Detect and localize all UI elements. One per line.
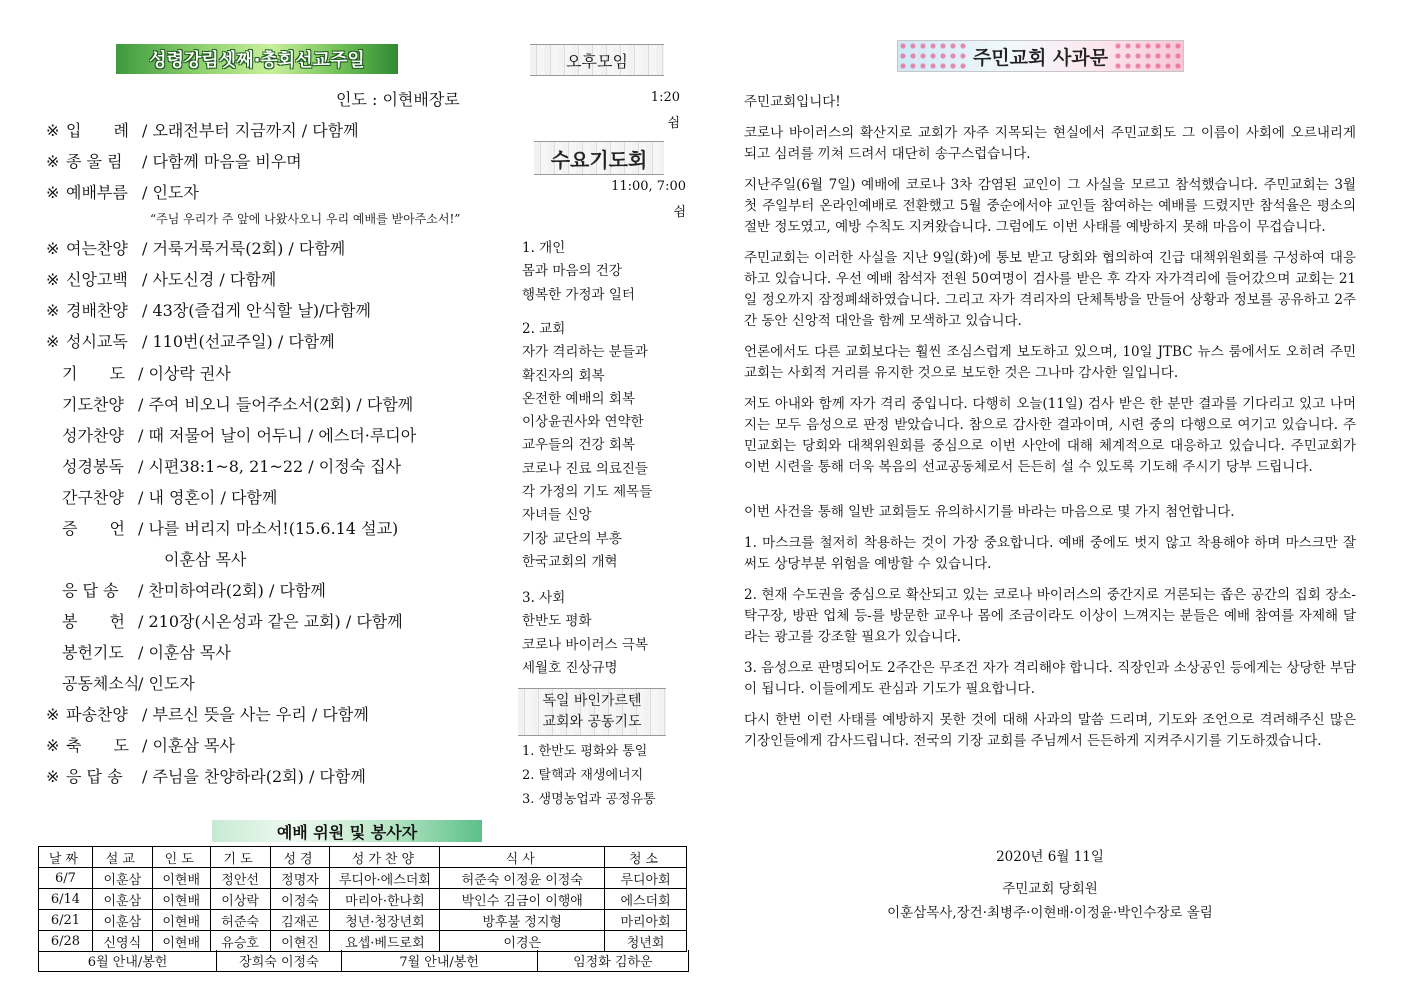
order-content: / 때 저물어 날이 어두니 / 에스더·루디아: [138, 426, 417, 445]
call-to-worship-note: “주님 우리가 주 앞에 나왔사오니 우리 예배를 받아주소서!”: [150, 212, 461, 226]
apology-org: 주민교회 당회원: [1002, 881, 1098, 897]
required-star: ※: [46, 705, 60, 724]
cell: 이현배: [152, 931, 210, 952]
banner-line: 교회와 공동기도: [542, 714, 642, 730]
cell: 정명자: [270, 868, 330, 889]
cell: 정안선: [210, 868, 270, 889]
cell: 이상락: [210, 889, 270, 910]
june-offering-names: 장희숙 이정숙: [217, 950, 341, 971]
order-label: 기 도: [62, 364, 125, 383]
worship-order-item: [42, 454, 401, 477]
order-content: / 주님을 찬양하라(2회) / 다함께: [142, 767, 366, 786]
apology-paragraph: 저도 아내와 함께 자가 격리 중입니다. 다행히 오늘(11일) 검사 받은 한 분만 결과를 기다리고 있고 나머지는 모두 음성으로 판정 받았습니다. 참으로 감사한 결과이며, 시련 중의 다행으로 여기고 있습니다. 주민교회는 당회와 대책위원회를 중심으로 이번 사안에 대해 체계적으로 대응하고 있습니다. 주민교회가 이번 시련을 통해 더욱 복음의 선교공동체로서 든든히 설 수 있도록 기도해 주시기 당부 드립니다.: [744, 396, 1356, 475]
apology-point: 3. 음성으로 판명되어도 2주간은 무조건 자가 격리해야 합니다. 직장인과 소상공인 등에게는 상당한 부담이 됩니다. 이들에게도 관심과 기도가 필요합니다.: [744, 660, 1356, 697]
order-label: 봉 헌: [62, 612, 125, 631]
worship-order-item: [46, 764, 366, 787]
order-label: 파송찬양: [66, 705, 128, 724]
worship-order-item: [68, 547, 246, 570]
order-content: / 부르신 뜻을 사는 우리 / 다함께: [142, 705, 369, 724]
worship-order-item: [42, 485, 277, 508]
worship-order-item: [46, 329, 335, 352]
worship-order-item: [42, 578, 326, 601]
cell: 이경은: [440, 931, 605, 952]
afternoon-time: 1:20: [650, 90, 680, 105]
wednesday-status: 쉼: [673, 205, 686, 220]
cell: 이현배: [152, 910, 210, 931]
apology-point: 2. 현재 수도권을 중심으로 확산되고 있는 코로나 바이러스의 중간지로 거론되는 좁은 공간의 집회 장소-탁구장, 방판 업체 등-를 방문한 교우나 몸에 조금이라도 이상이 느껴지는 분들은 예배 참여를 자제해 달라는 광고를 강조할 필요가 있습니다.: [744, 587, 1356, 645]
apology-intro: 이번 사건을 통해 일반 교회들도 유의하시기를 바라는 마음으로 몇 가지 첨언합니다.: [744, 504, 1235, 520]
offering-duty-row: [38, 950, 689, 972]
required-star: ※: [46, 301, 60, 320]
worship-order-item: [42, 392, 413, 415]
worship-order-item: [46, 118, 359, 141]
cell: 마리아회: [605, 910, 687, 931]
prayer-item: 온전한 예배의 회복: [522, 390, 635, 407]
cell: 허준숙 이정윤 이정숙: [440, 868, 605, 889]
banner-line: 독일 바인가르텐: [542, 693, 642, 709]
prayer-item: 한반도 평화: [522, 613, 592, 630]
cell: 김재곤: [270, 910, 330, 931]
cell: 이훈삼: [92, 868, 152, 889]
order-content: / 나를 버리지 마소서!(15.6.14 설교): [138, 519, 399, 538]
required-star: ※: [46, 239, 60, 258]
decor-dots: [898, 41, 968, 71]
header-sermon: 설교: [92, 847, 152, 868]
header-cleaning: 청소: [605, 847, 687, 868]
order-label: 입 례: [66, 121, 129, 140]
prayer-item: 자녀들 신앙: [522, 507, 592, 524]
order-content: / 찬미하여라(2회) / 다함께: [138, 581, 326, 600]
header-scripture: 성경: [270, 847, 330, 868]
worship-order-item: [46, 733, 235, 756]
cell: 이현배: [152, 889, 210, 910]
header-choir: 성가찬양: [330, 847, 440, 868]
cell: 이훈삼: [92, 910, 152, 931]
cell: 허준숙: [210, 910, 270, 931]
order-label: 간구찬양: [62, 488, 124, 507]
cell: 에스더회: [605, 889, 687, 910]
worship-order-item: [42, 516, 398, 539]
order-content: / 다함께 마음을 비우며: [142, 152, 302, 171]
apology-title: 주민교회 사과문: [972, 46, 1109, 69]
cell: 6/28: [39, 931, 93, 952]
july-offering-label: 7월 안내/봉헌: [342, 950, 538, 971]
order-content: / 이상락 권사: [138, 364, 231, 383]
cell: 방후불 정지형: [440, 910, 605, 931]
cell: 루디아회: [605, 868, 687, 889]
cell: 요셉·베드로회: [330, 931, 440, 952]
order-content: / 이훈삼 목사: [142, 736, 235, 755]
order-content: 이훈삼 목사: [164, 550, 247, 569]
prayer-item: 세월호 진상규명: [522, 659, 618, 676]
prayer-item: 몸과 마음의 건강: [522, 263, 622, 280]
prayer-item: 3. 사회: [522, 590, 566, 606]
header-date: 날짜: [39, 847, 93, 868]
afternoon-status: 쉼: [667, 116, 680, 131]
order-content: / 거룩거룩거룩(2회) / 다함께: [142, 239, 346, 258]
worship-order-item: [46, 236, 345, 259]
order-label: 축 도: [66, 736, 129, 755]
cell: 신영식: [92, 931, 152, 952]
apology-paragraph: 코로나 바이러스의 확산지로 교회가 자주 지목되는 현실에서 주민교회도 그 이름이 사회에 오르내리게 되고 심려를 끼쳐 드려서 대단히 송구스럽습니다.: [744, 125, 1356, 162]
worship-order-item: [46, 267, 276, 290]
apology-banner: [897, 40, 1184, 72]
table-row: [39, 889, 687, 910]
required-star: ※: [46, 121, 60, 140]
order-content: / 내 영혼이 / 다함께: [138, 488, 278, 507]
staff-table: [38, 846, 687, 952]
cell: 이현진: [270, 931, 330, 952]
table-row: [39, 931, 687, 952]
worship-order-item: [42, 609, 403, 632]
order-label: 종 울 림: [66, 152, 123, 171]
order-label: 응 답 송: [62, 581, 119, 600]
order-content: / 인도자: [138, 674, 195, 693]
order-label: 성시교독: [66, 332, 128, 351]
order-label: 신앙고백: [66, 270, 128, 289]
cell: 루디아·에스더회: [330, 868, 440, 889]
prayer-item: 기장 교단의 부흥: [522, 530, 622, 547]
worship-order-item: [46, 180, 199, 203]
cell: 6/21: [39, 910, 93, 931]
service-leader: 인도 : 이현배장로: [336, 90, 460, 109]
order-content: / 시편38:1~8, 21~22 / 이정숙 집사: [138, 457, 402, 476]
prayer-item: 자가 격리하는 분들과: [522, 344, 648, 361]
worship-order-item: [42, 361, 231, 384]
apology-paragraph: 지난주일(6월 7일) 예배에 코로나 3차 감염된 교인이 그 사실을 모르고 참석했습니다. 주민교회는 3월 첫 주일부터 온라인예배로 전환했고 5월 중순에서야 교인들 참여하는 예배를 드렸지만 참석율은 평소의 절반 정도였고, 예방 수칙도 지켜왔습니다. 그럼에도 이번 사태를 예방하지 못해 마음이 무겁습니다.: [744, 177, 1356, 235]
prayer-item: 1. 개인: [522, 240, 566, 256]
order-content: / 인도자: [142, 183, 199, 202]
apology-paragraph: 언론에서도 다른 교회보다는 훨씬 조심스럽게 보도하고 있으며, 10일 JTBC 뉴스 룸에서도 오히려 주민교회는 사회적 거리를 유지한 것으로 보도한 것은 그나마 감사한 일입니다.: [744, 344, 1356, 381]
prayer-society: [522, 587, 648, 680]
apology-body: [744, 92, 1356, 762]
worship-order-item: [42, 423, 416, 446]
worship-order-item: [46, 298, 371, 321]
prayer-item: 이상윤권사와 연약한: [522, 414, 644, 431]
prayer-item: 확진자의 회복: [522, 367, 605, 384]
prayer-church: [522, 318, 652, 574]
required-star: ※: [46, 736, 60, 755]
june-offering-label: 6월 안내/봉헌: [39, 950, 217, 971]
prayer-item: 각 가정의 기도 제목들: [522, 484, 653, 501]
july-offering-names: 임정화 김하운: [573, 955, 653, 970]
required-star: ※: [46, 183, 60, 202]
header-prayer: 기도: [210, 847, 270, 868]
weingarten-joint-prayer-banner: [518, 688, 666, 736]
service-title-banner: 성령강림셋째·총회선교주일: [116, 44, 398, 74]
required-star: ※: [46, 332, 60, 351]
apology-closing: 다시 한번 이런 사태를 예방하지 못한 것에 대해 사과의 말씀 드리며, 기도와 조언으로 격려해주신 많은 기장인들에게 감사드립니다. 전국의 기장 교회를 주님께서 든든하게 지켜주시기를 기도하겠습니다.: [744, 712, 1356, 749]
apology-date: 2020년 6월 11일: [996, 849, 1104, 865]
order-label: 여는찬양: [66, 239, 128, 258]
order-label: 경배찬양: [66, 301, 128, 320]
worship-order-item: [46, 702, 369, 725]
order-label: 성경봉독: [62, 457, 124, 476]
order-label: 증 언: [62, 519, 125, 538]
prayer-item: 2. 교회: [522, 321, 566, 337]
order-label: 예배부름: [66, 183, 128, 202]
worship-order-item: [42, 671, 195, 694]
prayer-item: 1. 한반도 평화와 통일: [522, 744, 648, 759]
required-star: ※: [46, 270, 60, 289]
prayer-item: 코로나 진료 의료진들: [522, 460, 648, 477]
cell: 이현배: [152, 868, 210, 889]
prayer-item: 행복한 가정과 일터: [522, 286, 635, 303]
staff-banner: 예배 위원 및 봉사자: [212, 820, 482, 842]
decor-dots: [1113, 41, 1183, 71]
order-label: 성가찬양: [62, 426, 124, 445]
prayer-item: 2. 탈핵과 재생에너지: [522, 768, 644, 783]
prayer-item: 코로나 바이러스 극복: [522, 636, 648, 653]
cell: 이정숙: [270, 889, 330, 910]
cell: 박인수 김금이 이행애: [440, 889, 605, 910]
order-content: / 오래전부터 지금까지 / 다함께: [142, 121, 359, 140]
wednesday-prayer-banner: 수요기도회: [534, 141, 664, 175]
order-label: 공동체소식: [62, 674, 140, 693]
table-row: [39, 910, 687, 931]
cell: 6/14: [39, 889, 93, 910]
prayer-item: 교우들의 건강 회복: [522, 437, 635, 454]
order-content: / 사도신경 / 다함께: [142, 270, 277, 289]
order-label: 응 답 송: [66, 767, 123, 786]
apology-point: 1. 마스크를 철저히 착용하는 것이 가장 중요합니다. 예배 중에도 벗지 않고 착용해야 하며 마스크만 잘 써도 상당부분 위험을 예방할 수 있습니다.: [744, 535, 1356, 572]
required-star: ※: [46, 767, 60, 786]
table-row: [39, 868, 687, 889]
order-label: 기도찬양: [62, 395, 124, 414]
cell: 유승호: [210, 931, 270, 952]
table-header-row: [39, 847, 687, 868]
worship-order-item: [42, 640, 231, 663]
prayer-item: 한국교회의 개혁: [522, 553, 618, 570]
order-content: / 210장(시온성과 같은 교회) / 다함께: [138, 612, 403, 631]
prayer-item: 3. 생명농업과 공정유통: [522, 792, 656, 807]
worship-order-item: [46, 149, 302, 172]
order-content: / 이훈삼 목사: [138, 643, 231, 662]
cell: 청년회: [605, 931, 687, 952]
order-label: 봉헌기도: [62, 643, 124, 662]
header-lead: 인도: [152, 847, 210, 868]
order-content: / 주여 비오니 들어주소서(2회) / 다함께: [138, 395, 414, 414]
afternoon-meeting-banner: 오후모임: [530, 44, 664, 76]
order-content: / 43장(즐겁게 안식할 날)/다함께: [142, 301, 371, 320]
prayer-personal: [522, 237, 635, 307]
cell: 청년·청장년회: [330, 910, 440, 931]
joint-prayer-list: [522, 740, 656, 812]
order-content: / 110번(선교주일) / 다함께: [142, 332, 335, 351]
header-meal: 식사: [440, 847, 605, 868]
wednesday-time: 11:00, 7:00: [611, 179, 686, 194]
required-star: ※: [46, 152, 60, 171]
apology-signers: 이훈삼목사,장건·최병주·이현배·이정윤·박인수장로 올림: [887, 905, 1213, 921]
cell: 이훈삼: [92, 889, 152, 910]
apology-paragraph: 주민교회는 이러한 사실을 지난 9일(화)에 통보 받고 당회와 협의하여 긴급 대책위원회를 구성하여 대응하고 있습니다. 우선 예배 참석자 전원 50여명이 검사를 받은 후 각자 자가격리에 들어갔으며 교회는 21일 정오까지 잠정폐쇄하였습니다. 그리고 자가 격리자의 단체톡방을 만들어 상황과 정보를 공유하고 2주간 동안 신앙적 대안을 함께 모색하고 있습니다.: [744, 250, 1356, 329]
apology-greeting: 주민교회입니다!: [744, 94, 841, 110]
cell: 6/7: [39, 868, 93, 889]
cell: 마리아·한나회: [330, 889, 440, 910]
